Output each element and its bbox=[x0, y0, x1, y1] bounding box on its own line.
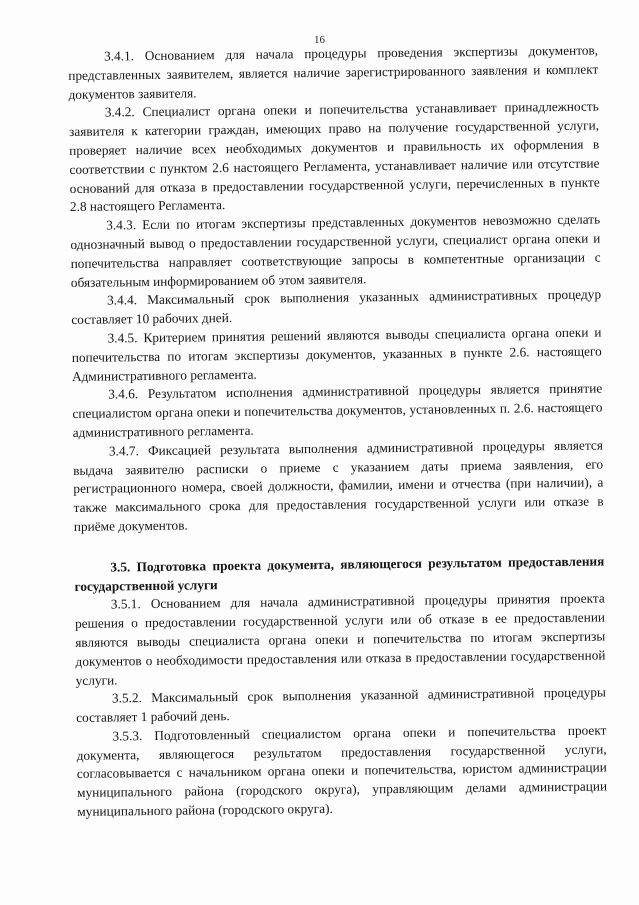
paragraph-3-5-1: 3.5.1. Основанием для начала административной процедуры принятия проекта решения о предоставлении государственной услуги или об отказе в ее предоставлении являются выводы специалиста органа опеки и попечительства по итогам экспертизы документов о необходимости предоставления или отказа в предоставлении государственной услуги. bbox=[74, 590, 606, 688]
paragraph-3-4-6: 3.4.6. Результатом исполнения административной процедуры является принятие специалистом органа опеки и попечительства документов, установленных п. 2.6. настоящего административного регламента. bbox=[72, 380, 603, 440]
document-body bbox=[68, 42, 607, 822]
paragraph-3-5-3: 3.5.3. Подготовленный специалистом органа опеки и попечительства проект документа, являющегося результатом предоставления государственной услуги, согласовывается с начальником органа опеки и попечительства, юристом администрации муниципального района (городского округа), управляющим делами администрации муниципального района (городского округа). bbox=[76, 722, 608, 820]
paragraph-3-4-7: 3.4.7. Фиксацией результата выполнения административной процедуры является выдача заявителю расписки о приеме с указанием даты приема заявления, его регистрационного номера, своей должности, фамилии, имени и отчества (при наличии), а также максимального срока для предоставления государственной услуги или отказе в приёме документов. bbox=[73, 437, 604, 534]
paragraph-3-4-3: 3.4.3. Если по итогам экспертизы представленных документов невозможно сделать однозначный вывод о предоставлении государственной услуги, специалист органа опеки и попечительства направляет соответствующие запросы в компетентные организации с обязательным информированием об этом заявителя. bbox=[70, 211, 601, 290]
page-number: 16 bbox=[314, 34, 325, 46]
section-heading-3-5: 3.5. Подготовка проекта документа, являющегося результатом предоставления государственной услуги bbox=[74, 553, 605, 594]
paragraph-3-4-1: 3.4.1. Основанием для начала процедуры проведения экспертизы документов, представленных заявителем, является наличие зарегистрированного заявления и комплект документов заявителя. bbox=[68, 42, 599, 102]
paragraph-3-5-2: 3.5.2. Максимальный срок выполнения указанной административной процедуры составляет 1 рабочий день. bbox=[76, 684, 607, 726]
paragraph-3-4-5: 3.4.5. Критерием принятия решений являются выводы специалиста органа опеки и попечительства по итогам экспертизы документов, указанных в пункте 2.6. настоящего Административного регламента. bbox=[71, 324, 602, 384]
paragraph-3-4-2: 3.4.2. Специалист органа опеки и попечительства устанавливает принадлежность заявителя к категории граждан, имеющих право на получение государственной услуги, проверяет наличие всех необходимых документов и правильность их оформления в соответствии с пунктом 2.6 настоящего Регламента, устанавливает наличие или отсутствие оснований для отказа в предоставлении государственной услуги, перечисленных в пункте 2.8 настоящего Регламента. bbox=[68, 98, 600, 215]
paragraph-3-4-4: 3.4.4. Максимальный срок выполнения указанных административных процедур составляет 10 рабочих дней. bbox=[71, 286, 602, 328]
